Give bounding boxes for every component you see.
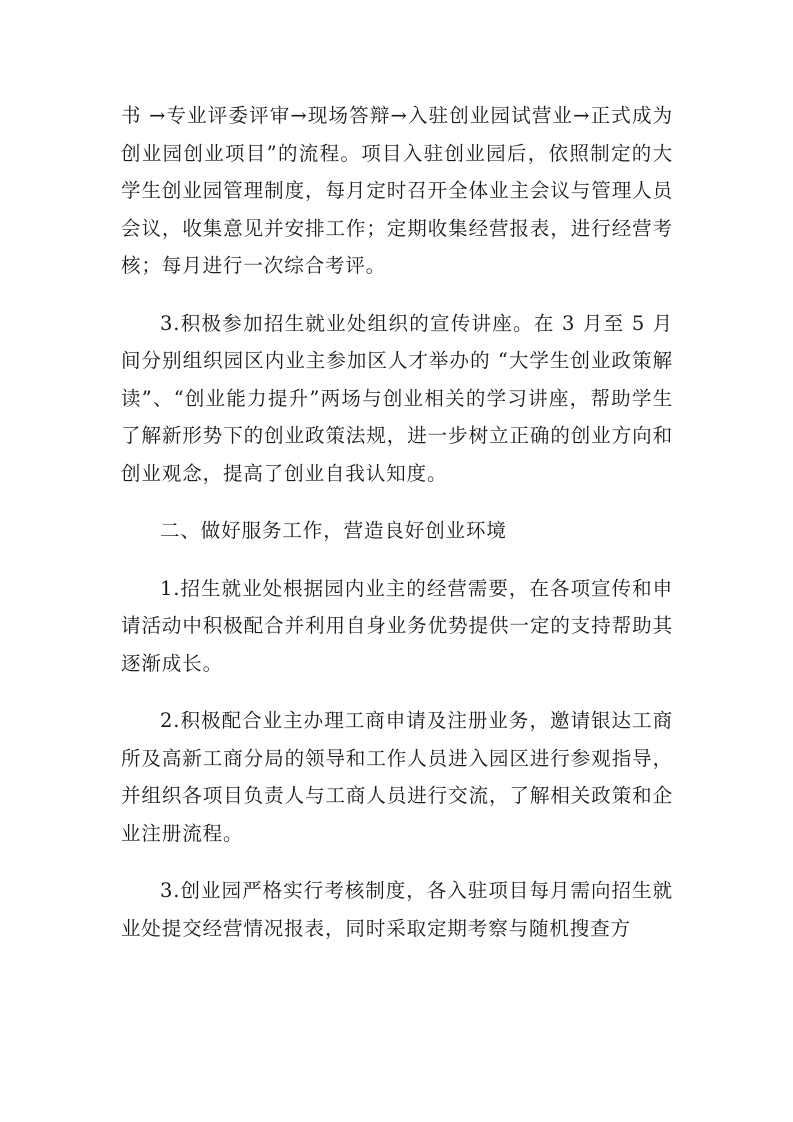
paragraph-support: 1.招生就业处根据园内业主的经营需要，在各项宣传和申请活动中积极配合并利用自身业务优势提供一定的支持帮助其逐渐成长。 bbox=[121, 576, 673, 675]
paragraph-registration: 2.积极配合业主办理工商申请及注册业务，邀请银达工商所及高新工商分局的领导和工作人员进入园区进行参观指导，并组织各项目负责人与工商人员进行交流，了解相关政策和企业注册流程。 bbox=[121, 709, 673, 845]
paragraph-lectures: 3.积极参加招生就业处组织的宣传讲座。在 3 月至 5 月间分别组织园区内业主参加区人才举办的 “大学生创业政策解读”、“创业能力提升”两场与创业相关的学习讲座，帮助学生了解新形势下的创业政策法规，进一步树立正确的创业方向和创业观念，提高了创业自我认知度。 bbox=[121, 311, 673, 485]
paragraph-spacer bbox=[121, 285, 673, 305]
paragraph-assessment: 3.创业园严格实行考核制度，各入驻项目每月需向招生就业处提交经营情况报表，同时采取定期考察与随机搜查方 bbox=[121, 879, 673, 940]
document-body bbox=[121, 97, 673, 947]
paragraph-process-flow: 书 →专业评委评审→现场答辩→入驻创业园试营业→正式成为创业园创业项目”的流程。项目入驻创业园后，依照制定的大学生创业园管理制度，每月定时召开全体业主会议与管理人员会议，收集意见并安排工作；定期收集经营报表，进行经营考核；每月进行一次综合考评。 bbox=[121, 104, 673, 277]
paragraph-spacer bbox=[121, 852, 673, 872]
paragraph-spacer bbox=[121, 682, 673, 702]
paragraph-spacer bbox=[121, 550, 673, 570]
paragraph-spacer bbox=[121, 492, 673, 512]
section-heading-services: 二、做好服务工作，营造良好创业环境 bbox=[160, 519, 507, 542]
